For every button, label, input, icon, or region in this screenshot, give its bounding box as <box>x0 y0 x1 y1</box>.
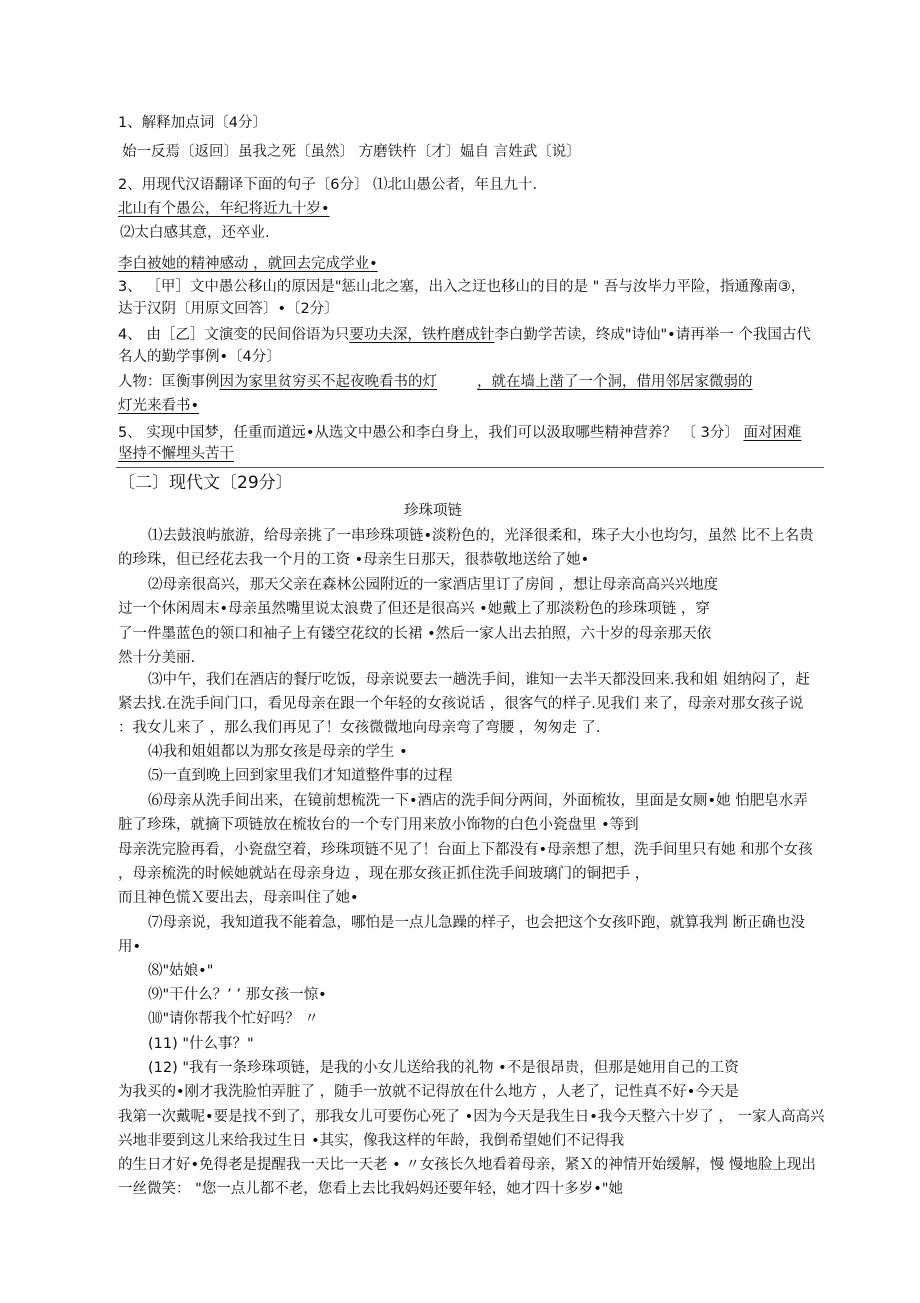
para-6-line-2: 脏了珍珠，就摘下项链放在梳妆台的一个专门用来放小饰物的白色小瓷盘里 •等到 <box>118 817 639 833</box>
q2-sentence-2: ⑵太白感其意，还卒业. <box>120 225 270 241</box>
q5-text: 5、 实现中国梦，任重而道远•从选文中愚公和李白身上，我们可以汲取哪些精神营养？ 〔 3分〕 <box>118 425 744 441</box>
para-7-line-1: ⑺母亲说，我知道我不能着急，哪怕是一点儿急躁的样子，也会把这个女孩吓跑，就算我判 断正确也没 <box>148 915 806 931</box>
para-11: (11) "什么事？" <box>148 1036 254 1052</box>
q1-title: 1、解释加点词〔4分〕 <box>118 115 267 131</box>
section-divider <box>116 467 824 468</box>
q4-underlined-answer: 要功夫深，铁杵磨成针 <box>349 327 495 343</box>
q1-words: 始一反焉〔返回〕虽我之死〔虽然〕 方磨铁杵〔才〕媪自 言姓武〔说〕 <box>122 144 581 160</box>
para-7-line-2: 用• <box>118 939 142 955</box>
para-6-line-1: ⑹母亲从洗手间出来，在镜前想梳洗一下•酒店的洗手间分两间，外面梳妆，里面是女厕•她 怕肥皂水弄 <box>148 793 808 809</box>
q2-answer-2: 李白被她的精神感动 ，就回去完成学业• <box>118 256 378 272</box>
para-6-line-3: 母亲洗完脸再看，小瓷盘空着，珍珠项链不见了！台面上下都没有•母亲想了想，洗手间里只有她 和那个女孩 <box>118 842 813 858</box>
q4-answer-line-1 <box>118 372 753 392</box>
para-3-line-3: ：我女儿来了 ，那么我们再见了！女孩微微地向母亲弯了弯腰 ，匆匆走 了. <box>118 720 601 736</box>
para-12-line-6: 一丝微笑： "您一点儿都不老，您看上去比我妈妈还要年轻，她才四十多岁•"她 <box>118 1181 623 1197</box>
q4-text-a: 4、 由［乙］文演变的民间俗语为只 <box>118 327 350 343</box>
para-3-line-2: 紧去找.在洗手间门口，看见母亲在跟一个年轻的女孩说话 ，很客气的样子.见我们 来了，母亲对那女孩子说 <box>118 696 804 712</box>
q5-line-1 <box>118 423 801 443</box>
para-2-line-1: ⑵母亲很高兴，那天父亲在森林公园附近的一家酒店里订了房间 ，想让母亲高高兴兴地度 <box>148 577 719 593</box>
q4-line-2: 名人的勤学事例•〔4分〕 <box>118 349 281 365</box>
q4-line-1 <box>118 325 811 345</box>
para-12-line-3: 我第一次戴呢•要是找不到了，那我女儿可要伤心死了 •因为今天是我生日•我今天整六十岁了 ， 一家人高高兴 <box>118 1109 825 1125</box>
para-12-line-4: 兴地非要到这儿来给我过生日 •其实，像我这样的年龄，我倒希望她们不记得我 <box>118 1133 625 1149</box>
para-2-line-4: 然十分美丽. <box>118 650 196 666</box>
q2-title: 2、用现代汉语翻译下面的句子〔6分〕 ⑴北山愚公者，年且九十. <box>118 177 538 193</box>
para-12-line-1: (12) "我有一条珍珠项链，是我的小女儿送给我的礼物 •不是很昂贵，但那是她用自己的工资 <box>148 1060 739 1076</box>
para-5: ⑸一直到晚上回到家里我们才知道整件事的过程 <box>148 768 453 784</box>
q5-answer-a: 面对困难 <box>743 425 802 441</box>
para-2-line-3: 了一件墨蓝色的领口和袖子上有镂空花纹的长裙 •然后一家人出去拍照，六十岁的母亲那天依 <box>118 626 712 642</box>
para-8: ⑻"姑娘•" <box>148 963 214 979</box>
para-9: ⑼"干什么？’ ’ 那女孩一惊• <box>148 987 327 1003</box>
para-4: ⑷我和姐姐都以为那女孩是母亲的学生 • <box>148 744 408 760</box>
para-6-line-5: 而且神色慌Ｘ要出去，母亲叫住了她• <box>118 890 359 906</box>
q4-text-c: 李白勤学苦读，终成"诗仙"•请再举一 个我国古代 <box>494 327 811 343</box>
para-1-line-1: ⑴去鼓浪屿旅游，给母亲挑了一串珍珠项链•淡粉色的，光泽很柔和，珠子大小也均匀，虽然 比不上名贵 <box>148 528 814 544</box>
para-2-line-2: 过一个休闲周末•母亲虽然嘴里说太浪费了但还是很高兴 •她戴上了那淡粉色的珍珠项链 ，穿 <box>118 601 710 617</box>
para-10: ⑽"请你帮我个忙好吗？ 〃 <box>148 1011 319 1027</box>
q3-line-2: 达于汉阴〔用原文回答〕•〔2分〕 <box>118 301 339 317</box>
para-6-line-4: ，母亲梳洗的时候她就站在母亲身边 ，现在那女孩正抓住洗手间玻璃门的铜把手 ， <box>118 866 650 882</box>
q4-answer-b: 因为家里贫穷买不起夜晚看书的灯 <box>219 374 437 390</box>
article-title: 珍珠项链 <box>404 503 462 519</box>
q4-answer-c: ，就在墙上凿了一个洞，借用邻居家微弱的 <box>477 374 753 390</box>
q4-answer-a: 人物：匡衡事例 <box>118 374 220 390</box>
para-12-line-5: 的生日才好•免得老是提醒我一天比一天老 • 〃女孩长久地看着母亲，紧Ｘ的神情开始缓解，慢 慢地脸上现出 <box>118 1157 816 1173</box>
para-1-line-2: 的珍珠，但已经花去我一个月的工资 •母亲生日那天，很恭敬地送给了她• <box>118 552 590 568</box>
q4-answer-line-2: 灯光来看书• <box>118 398 200 414</box>
q5-line-2: 坚持不懈埋头苦干 <box>118 446 234 462</box>
section-heading: 〔二〕现代文〔29分〕 <box>118 473 293 493</box>
para-12-line-2: 为我买的•刚才我洗脸怕弄脏了 ，随手一放就不记得放在什么地方 ，人老了，记性真不好•今天是 <box>118 1084 739 1100</box>
q3-line-1: 3、 ［甲］文中愚公移山的原因是"惩山北之塞，出入之迂也移山的目的是 " 吾与汝毕力平险，指通豫南③， <box>118 279 806 295</box>
q2-answer-1: 北山有个愚公，年纪将近九十岁• <box>118 201 330 217</box>
para-3-line-1: ⑶中午，我们在酒店的餐厅吃饭，母亲说要去一趟洗手间，谁知一去半天都没回来.我和姐 姐纳闷了，赶 <box>148 672 810 688</box>
